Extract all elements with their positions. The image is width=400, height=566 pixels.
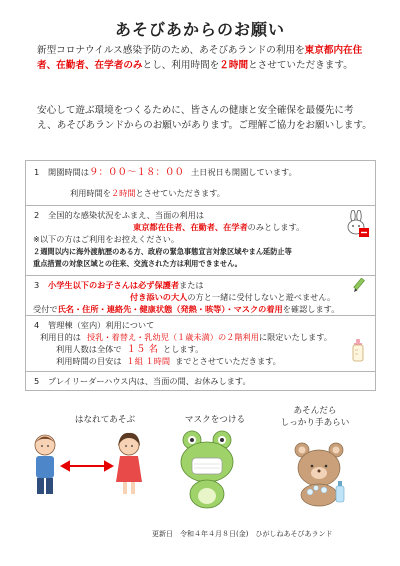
- updated-date-footer: 更新日 令和４年４月８日(金) ひがしねあそびあランド: [152, 530, 333, 538]
- girl-figure: [116, 433, 142, 494]
- section-number: 3: [34, 280, 40, 290]
- bear-handwash-illustration: [290, 440, 352, 510]
- opening-hours: [48, 166, 297, 180]
- section-number: 1: [34, 167, 40, 177]
- travel-restriction-2: 重点措置の対象区域との往来、交流された方は利用できません。: [33, 259, 242, 268]
- intro-highlight-residents: 在住者、在勤者、在学者のみ: [37, 45, 363, 72]
- capacity-value: １５ 名: [126, 344, 159, 355]
- refrain-note: ※以下の方はご利用をお控えください。: [33, 234, 180, 244]
- frog-mask-illustration: [176, 428, 238, 510]
- text: 利用時間を: [70, 188, 111, 198]
- intro-text: とさせていただきます。: [248, 60, 353, 72]
- intro-highlight-area: 東京都内: [304, 45, 344, 56]
- notice-box: [25, 160, 376, 391]
- section-number: 5: [34, 376, 40, 386]
- usage-time: [70, 187, 225, 200]
- hours-value: ９：００～１８：００: [88, 167, 184, 178]
- text: または: [179, 280, 204, 290]
- building-heading: 管理棟（室内）利用について: [48, 320, 155, 330]
- section-2: [26, 206, 375, 276]
- wash-label-line-2: しっかり手あらい: [280, 418, 350, 428]
- text: 開園時間は: [48, 167, 89, 177]
- eligibility-text: 全国的な感染状況をふまえ、当面の利用は: [48, 210, 205, 220]
- usage-hours-value: ２時間: [110, 188, 136, 198]
- intro-paragraph-2: 安心して遊ぶ環境をつくるために、皆さんの健康と安全確保を最優先に考え、あそびあランドからのお願いがあります。ご理解ご協力をお願いします。: [37, 105, 372, 132]
- page-title: あそびあからのお願い: [114, 20, 285, 39]
- text: の方と一緒に受付しないと遊べません。: [187, 292, 336, 302]
- wash-label-line-1: あそんだら: [293, 406, 337, 416]
- section-number: 2: [34, 210, 40, 220]
- residents-highlight: 東京都在住者、在勤者、在学者: [133, 222, 248, 232]
- section-3: [26, 276, 375, 316]
- text: に限定いたします。: [258, 332, 332, 342]
- intro-paragraph-1: [37, 43, 373, 74]
- text: 利用人数は全体で: [56, 344, 122, 354]
- text: 受付で: [33, 304, 58, 314]
- intro-text: 新型コロナウイルス感染予防のため、あそびあランドの利用を: [37, 45, 305, 56]
- adult-highlight: 付き添いの大人: [130, 292, 188, 302]
- text: とさせていただきます。: [135, 188, 225, 198]
- purpose-highlight: 授乳・着替え・乳幼児（１歳未満）の２階利用: [86, 332, 259, 342]
- guardian-requirement-2: [130, 291, 335, 304]
- distance-arrow: [62, 462, 112, 470]
- playleader-house-closed: プレイリーダーハウス内は、当面の間、お休みします。: [48, 376, 251, 386]
- building-purpose: [40, 331, 332, 344]
- boy-figure: [35, 435, 55, 494]
- section-number: 4: [34, 320, 40, 330]
- section-1: [26, 161, 375, 206]
- social-distance-illustration: [28, 430, 148, 510]
- rabbit-stop-icon: [344, 210, 370, 240]
- mask-label: マスクをつける: [184, 415, 246, 425]
- building-time-limit: [56, 355, 281, 368]
- time-limit-value: １組 １時間: [126, 356, 171, 366]
- text: のみとします。: [247, 222, 305, 232]
- pencil-icon: [352, 278, 368, 294]
- text: 利用目的は: [40, 332, 81, 342]
- wash-label: [260, 405, 370, 429]
- text: 利用時間の目安は: [56, 356, 122, 366]
- guardian-requirement: [48, 279, 204, 292]
- section-4: [26, 316, 375, 372]
- check-items-highlight: 氏名・住所・連絡先・健康状態（発熱・咳等）・マスクの着用: [57, 304, 283, 314]
- text: を確認します。: [282, 304, 340, 314]
- reception-check: [33, 303, 339, 316]
- baby-bottle-icon: [349, 338, 367, 364]
- distance-label: はなれてあそぶ: [74, 415, 136, 425]
- intro-highlight-hours: ２時間: [219, 60, 249, 72]
- text: 土日祝日も開園しています。: [190, 167, 297, 177]
- text: とします。: [163, 344, 204, 354]
- travel-restriction-1: ２週間以内に海外渡航歴のある方、政府の緊急事態宣言対象区域やまん延防止等: [33, 247, 292, 256]
- guardian-highlight: 小学生以下のお子さんは必ず保護者: [48, 280, 180, 290]
- eligibility-residents: [133, 221, 304, 234]
- section-5: [26, 372, 375, 390]
- text: までとさせていただきます。: [175, 356, 281, 366]
- intro-text: とし、利用時間を: [142, 60, 220, 72]
